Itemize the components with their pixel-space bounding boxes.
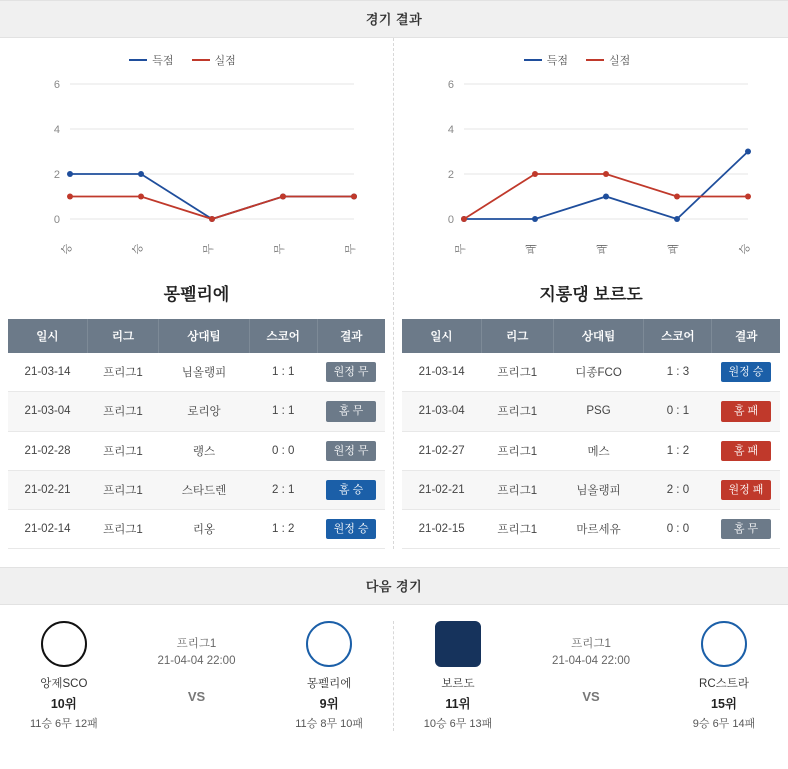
away-form-chart [394, 38, 788, 270]
next-match-team[interactable] [269, 621, 389, 731]
svg-text:승: 승 [739, 243, 751, 255]
svg-text:무: 무 [202, 243, 215, 255]
angers-crest-icon [41, 621, 87, 667]
table-row[interactable] [402, 431, 780, 470]
next-match-league: 프리그1 [176, 638, 217, 651]
legend-swatch-conceded-icon [192, 59, 210, 61]
svg-text:6: 6 [447, 79, 454, 91]
svg-text:승: 승 [60, 243, 73, 255]
line-chart-home [12, 74, 382, 264]
legend-label-conceded: 실점 [609, 55, 631, 67]
next-match-home [0, 621, 394, 731]
match-result-cell [712, 392, 780, 431]
table-row[interactable] [402, 470, 780, 509]
match-date: 21-02-21 [8, 470, 87, 509]
match-opponent: 랭스 [159, 431, 249, 470]
strasbourg-crest-icon [701, 621, 747, 667]
match-league: 프리그1 [481, 510, 553, 549]
match-opponent: 메스 [553, 431, 644, 470]
legend-swatch-scored-icon [524, 59, 542, 61]
match-score: 2 : 0 [644, 470, 712, 509]
legend-swatch-conceded-icon [586, 59, 604, 61]
match-result-cell [317, 431, 385, 470]
match-score: 2 : 1 [249, 470, 317, 509]
home-team-panel [0, 38, 394, 549]
svg-text:패: 패 [668, 243, 680, 255]
table-row[interactable] [402, 392, 780, 431]
away-team-panel [394, 38, 788, 549]
table-row[interactable] [8, 510, 385, 549]
match-opponent: 디종FCO [553, 353, 644, 392]
table-header-row [8, 319, 385, 353]
match-date: 21-03-14 [402, 353, 481, 392]
next-match-team[interactable] [664, 621, 784, 731]
match-opponent: PSG [553, 392, 644, 431]
match-date: 21-03-04 [8, 392, 87, 431]
table-row[interactable] [402, 510, 780, 549]
next-match-team[interactable] [4, 621, 124, 731]
column-header: 결과 [712, 319, 780, 353]
away-team-title: 지롱댕 보르도 [539, 285, 643, 304]
chart-legend-home [10, 52, 383, 68]
svg-text:무: 무 [344, 243, 357, 255]
match-opponent: 님올랭피 [553, 470, 644, 509]
legend-label-conceded: 실점 [214, 55, 236, 67]
match-result-cell [712, 470, 780, 509]
match-score: 0 : 1 [644, 392, 712, 431]
column-header: 상대팀 [159, 319, 249, 353]
status-badge: 원정 패 [721, 480, 771, 500]
vs-label: VS [582, 689, 600, 705]
svg-text:4: 4 [53, 124, 60, 136]
match-opponent: 리옹 [159, 510, 249, 549]
next-match-datetime: 21-04-04 22:00 [157, 655, 236, 668]
column-header: 리그 [87, 319, 159, 353]
match-opponent: 마르세유 [553, 510, 644, 549]
home-team-title: 몽펠리에 [163, 285, 230, 304]
match-score: 1 : 2 [249, 510, 317, 549]
match-result-cell [317, 470, 385, 509]
match-opponent: 로리앙 [159, 392, 249, 431]
team-rank: 9위 [319, 697, 339, 712]
column-header: 결과 [317, 319, 385, 353]
status-badge: 홈 승 [326, 480, 376, 500]
team-name: 보르도 [441, 678, 475, 691]
match-score: 1 : 3 [644, 353, 712, 392]
next-match-info [131, 621, 261, 704]
match-result-cell [712, 510, 780, 549]
svg-text:4: 4 [447, 124, 454, 136]
match-score: 1 : 1 [249, 353, 317, 392]
bordeaux-crest-icon [435, 621, 481, 667]
match-league: 프리그1 [87, 392, 159, 431]
away-results-table [402, 319, 780, 549]
status-badge: 홈 패 [721, 441, 771, 461]
status-badge: 원정 무 [326, 362, 376, 382]
legend-item-scored [129, 52, 173, 68]
match-date: 21-02-14 [8, 510, 87, 549]
svg-text:패: 패 [526, 243, 538, 255]
table-header-row [402, 319, 780, 353]
svg-text:무: 무 [455, 243, 467, 255]
legend-item-scored [524, 52, 568, 68]
next-match-datetime: 21-04-04 22:00 [551, 655, 630, 668]
legend-item-conceded [586, 52, 630, 68]
match-league: 프리그1 [481, 353, 553, 392]
chart-legend-away [404, 52, 778, 68]
match-result-cell [712, 353, 780, 392]
column-header: 스코어 [644, 319, 712, 353]
match-opponent: 님올랭피 [159, 353, 249, 392]
svg-text:무: 무 [273, 243, 286, 255]
match-date: 21-02-15 [402, 510, 481, 549]
home-results-table-wrap [0, 319, 393, 549]
match-date: 21-02-21 [402, 470, 481, 509]
away-results-table-wrap [394, 319, 788, 549]
column-header: 리그 [481, 319, 553, 353]
match-result-cell [317, 510, 385, 549]
table-row[interactable] [402, 353, 780, 392]
team-record: 11승 6무 12패 [29, 718, 98, 731]
team-rank: 11위 [445, 697, 471, 712]
team-rank: 10위 [50, 697, 77, 712]
match-opponent: 스타드렌 [159, 470, 249, 509]
legend-label-scored: 득점 [152, 55, 174, 67]
svg-text:2: 2 [53, 169, 60, 181]
match-league: 프리그1 [481, 470, 553, 509]
svg-text:승: 승 [131, 243, 144, 255]
svg-text:0: 0 [447, 214, 454, 226]
home-form-chart [0, 38, 393, 270]
next-match-away [394, 621, 788, 731]
legend-label-scored: 득점 [546, 55, 568, 67]
match-league: 프리그1 [87, 353, 159, 392]
match-score: 0 : 0 [644, 510, 712, 549]
spacer [0, 549, 788, 567]
results-section-header: 경기 결과 [0, 0, 788, 38]
next-match-league: 프리그1 [571, 638, 611, 651]
table-row[interactable] [8, 470, 385, 509]
team-rank: 15위 [711, 697, 737, 712]
charts-row [0, 38, 788, 549]
team-name: RC스트라 [699, 678, 749, 691]
match-date: 21-02-27 [402, 431, 481, 470]
table-row[interactable] [8, 431, 385, 470]
svg-text:2: 2 [447, 169, 454, 181]
next-matches-row [0, 605, 788, 731]
match-league: 프리그1 [481, 431, 553, 470]
table-row[interactable] [8, 392, 385, 431]
team-name: 몽펠리에 [306, 678, 352, 691]
team-record: 9승 6무 14패 [692, 718, 756, 731]
table-row[interactable] [8, 353, 385, 392]
status-badge: 홈 패 [721, 401, 771, 421]
status-badge: 원정 승 [326, 519, 376, 539]
match-score: 1 : 2 [644, 431, 712, 470]
match-score: 1 : 1 [249, 392, 317, 431]
match-result-cell [317, 392, 385, 431]
legend-item-conceded [192, 52, 236, 68]
column-header: 스코어 [249, 319, 317, 353]
team-name: 앙제SCO [40, 678, 88, 691]
svg-text:패: 패 [597, 243, 609, 255]
match-league: 프리그1 [87, 510, 159, 549]
team-record: 11승 8무 10패 [295, 718, 364, 731]
svg-text:0: 0 [53, 214, 60, 226]
status-badge: 원정 승 [721, 362, 771, 382]
match-date: 21-02-28 [8, 431, 87, 470]
match-league: 프리그1 [87, 470, 159, 509]
next-match-team[interactable] [398, 621, 518, 731]
match-league: 프리그1 [481, 392, 553, 431]
home-results-table [8, 319, 385, 549]
status-badge: 원정 무 [326, 441, 376, 461]
match-league: 프리그1 [87, 431, 159, 470]
match-date: 21-03-04 [402, 392, 481, 431]
column-header: 일시 [402, 319, 481, 353]
vs-label: VS [187, 689, 206, 705]
status-badge: 홈 무 [326, 401, 376, 421]
match-score: 0 : 0 [249, 431, 317, 470]
next-section-header: 다음 경기 [0, 567, 788, 605]
next-match-info [526, 621, 656, 704]
line-chart-away [406, 74, 776, 264]
svg-text:6: 6 [53, 79, 60, 91]
column-header: 일시 [8, 319, 87, 353]
match-result-cell [317, 353, 385, 392]
column-header: 상대팀 [553, 319, 644, 353]
montpellier-crest-icon [306, 621, 352, 667]
legend-swatch-scored-icon [129, 59, 147, 61]
match-date: 21-03-14 [8, 353, 87, 392]
team-record: 10승 6무 13패 [423, 718, 493, 731]
match-result-cell [712, 431, 780, 470]
status-badge: 홈 무 [721, 519, 771, 539]
